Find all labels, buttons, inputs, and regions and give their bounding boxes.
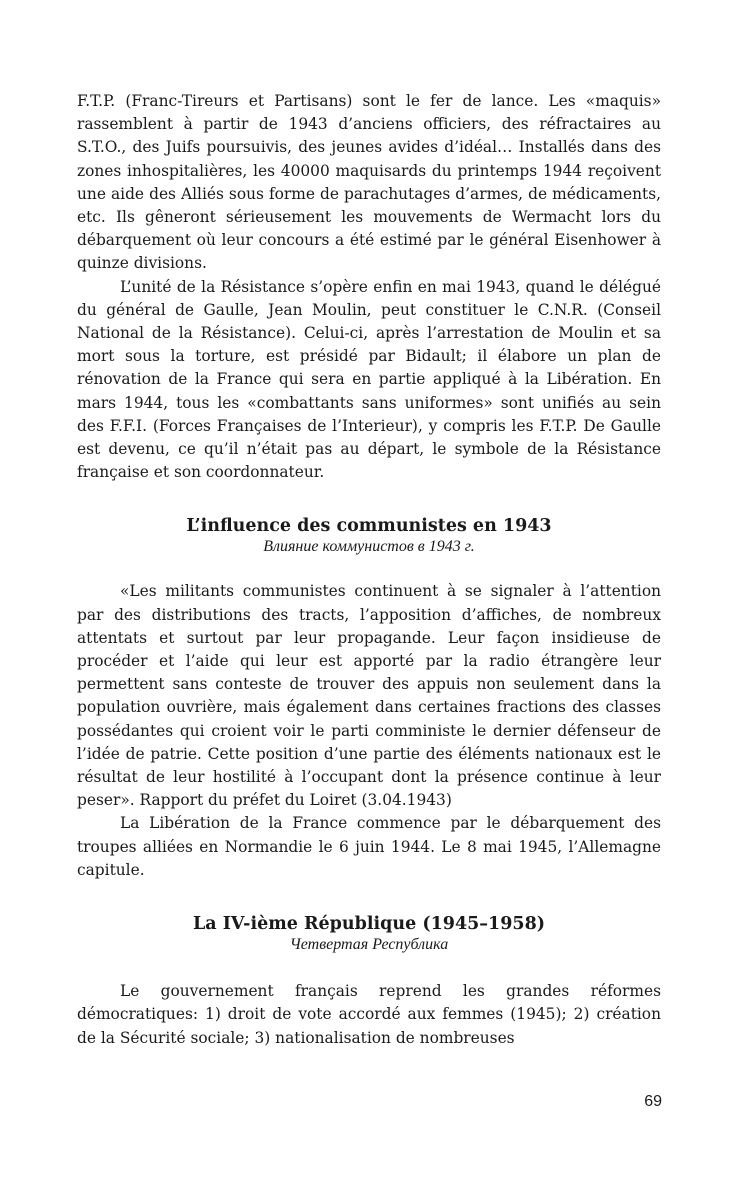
- section-heading-communists: [77, 515, 661, 557]
- paragraph-resistance-unity: L’unité de la Résistance s’opère enfin en mai 1943, quand le délégué du général de Gaulle, Jean Moulin, peut constituer le C.N.R. (Conseil National de la Résistance). Celui-ci, après l’arrestation de Moulin et sa mort sous la torture, est présidé par Bidault; il élabore un plan de rénovation de la France qui sera en partie appliqué à la Libération. En mars 1944, tous les «combattants sans uniformes» sont unifiés au sein des F.F.I. (Forces Françaises de l’Interieur), y compris les F.T.P. De Gaulle est devenu, ce qu’il n’était pas au départ, le symbole de la Résistance française et son coordonnateur.: [77, 277, 661, 482]
- page-body: [77, 90, 661, 1050]
- section-title: La IV-ième République (1945–1958): [192, 914, 546, 935]
- page-number: 69: [644, 1093, 662, 1110]
- section-subtitle: Четвертая Республика: [289, 936, 449, 954]
- section-title: L’influence des communistes en 1943: [186, 516, 552, 537]
- paragraph-maquis: F.T.P. (Franc-Tireurs et Partisans) sont le fer de lance. Les «maquis» rassemblent à partir de 1943 d’anciens officiers, des réfractaires au S.T.O., des Juifs poursuivis, des jeunes avides d’idéal… Installés dans des zones inhospitalières, les 40000 maquisards du printemps 1944 reçoivent une aide des Alliés sous forme de parachutages d’armes, de médicaments, etc. Ils gêneront sérieusement les mouvements de Wermacht lors du débarquement où leur concours a été estimé par le général Eisenhower à quinze divisions.: [77, 92, 661, 273]
- paragraph-reforms: Le gouvernement français reprend les grandes réformes démocratiques: 1) droit de vote accordé aux femmes (1945); 2) création de la Sécurité sociale; 3) nationalisation de nombreuses: [77, 982, 661, 1047]
- section-subtitle: Влияние коммунистов в 1943 г.: [263, 538, 475, 556]
- paragraph-prefect-report: «Les militants communistes continuent à se signaler à l’attention par des distributions des tracts, l’apposition d’affiches, de nombreux attentats et surtout par leur propagande. Leur façon insidieuse de procéder et l’aide qui leur est apporté par la radio étrangère leur permettent sans conteste de trouver des appuis non seulement dans la population ouvrière, mais également dans certaines fractions des classes possédantes qui croient voir le parti comministe le dernier défenseur de l’idée de patrie. Cette position d’une partie des éléments nationaux est le résultat de leur hostilité à l’occupant dont la présence continue à leur peser». Rapport du préfet du Loiret (3.04.1943): [77, 582, 661, 810]
- paragraph-liberation: La Libération de la France commence par le débarquement des troupes alliées en Normandie le 6 juin 1944. Le 8 mai 1945, l’Allemagne capitule.: [77, 814, 661, 879]
- section-heading-fourth-republic: [77, 913, 661, 955]
